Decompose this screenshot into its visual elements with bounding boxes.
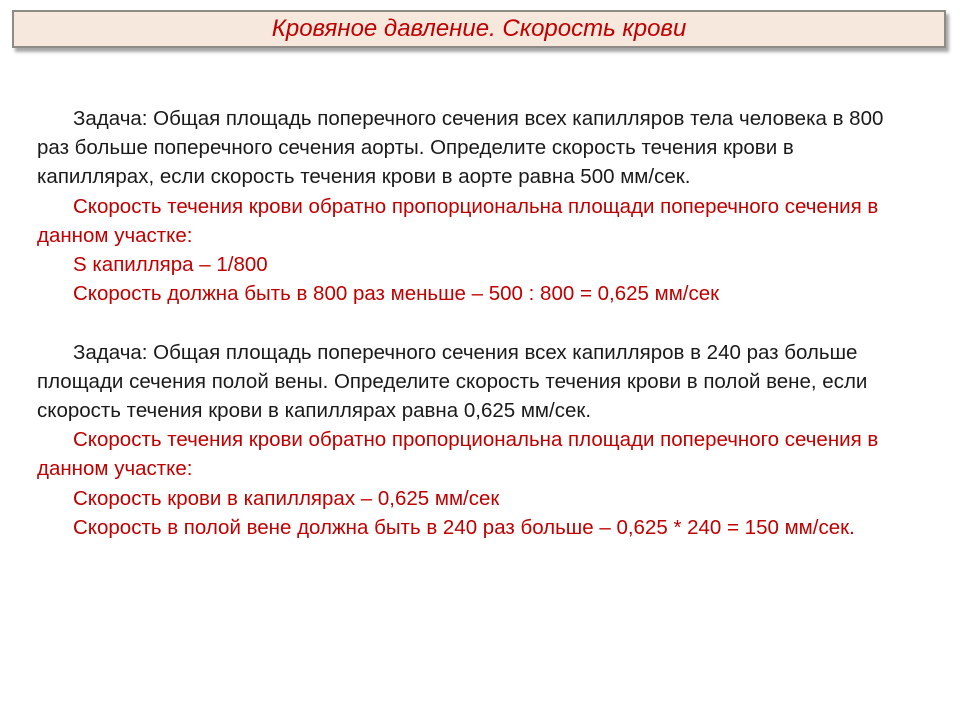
title-banner [12, 10, 946, 48]
problem-1-task: Задача: Общая площадь поперечного сечения всех капилляров тела человека в 800 раз больше поперечного сечения аорты. Определите скорость течения крови в капиллярах, если скорость течения крови в аорте равна 500 мм/сек. [37, 107, 884, 189]
problem-2-solution-answer: Скорость в полой вене должна быть в 240 раз больше – 0,625 * 240 = 150 мм/сек. [73, 515, 855, 539]
problem-1-solution-answer: Скорость должна быть в 800 раз меньше – 500 : 800 = 0,625 мм/сек [73, 282, 720, 306]
slide-title: Кровяное давление. Скорость крови [271, 15, 687, 42]
problem-2-solution-intro: Скорость течения крови обратно пропорциональна площади поперечного сечения в данном участке: [37, 428, 879, 481]
paragraph-gap [37, 308, 912, 337]
problem-2-task: Задача: Общая площадь поперечного сечения всех капилляров в 240 раз больше площади сечения полой вены. Определите скорость течения крови в полой вене, если скорость течения крови в капиллярах равна 0,625 мм/сек. [37, 340, 868, 423]
problem-1-solution-area: S капилляра – 1/800 [73, 253, 268, 277]
problem-2-solution-capillary-speed: Скорость крови в капиллярах – 0,625 мм/сек [73, 486, 500, 510]
slide-content [37, 104, 912, 542]
problem-1-solution-intro: Скорость течения крови обратно пропорциональна площади поперечного сечения в данном участке: [37, 194, 879, 247]
